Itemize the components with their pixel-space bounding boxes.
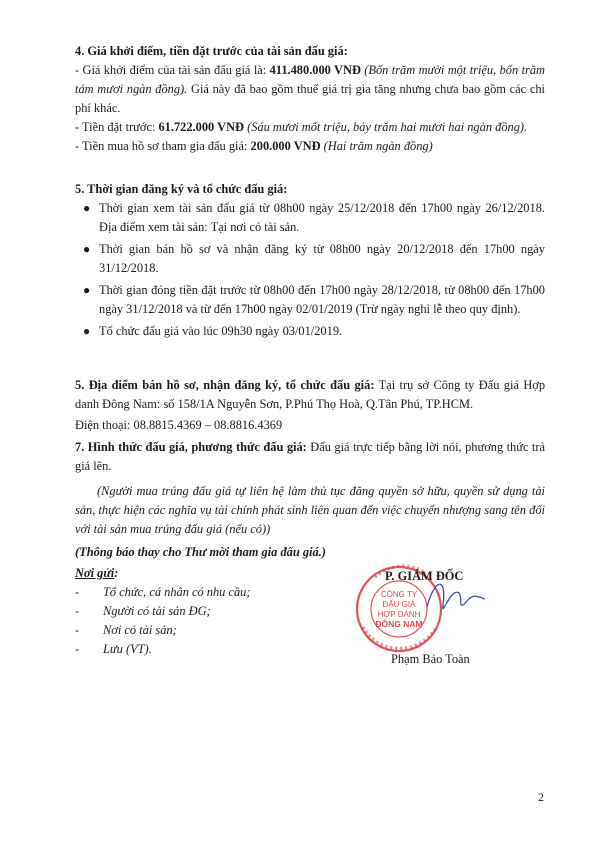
bullet-icon: ● [83,201,91,215]
schedule-item: ● Thời gian bán hồ sơ và nhận đăng ký từ 08h00 ngày 20/12/2018 đến 17h00 ngày 31/12/2018. [83,242,545,275]
recipient-item: - Người có tài sản ĐG; [75,604,211,618]
section-5-heading: 5. Thời gian đăng ký và tổ chức đấu giá: [75,182,288,196]
start-price-note: Giá này đã bao gồm thuế giá trị gia tăng nhưng chưa bao gồm các chi phí khác. [75,82,545,115]
bullet-icon: ● [83,242,91,256]
method-line [75,438,545,476]
page-number: 2 [538,790,544,804]
schedule-item: ● Thời gian xem tài sản đấu giá từ 08h00 ngày 25/12/2018 đến 17h00 ngày 26/12/2018. Địa điểm xem tài sản: Tại nơi có tài sản. [83,201,545,234]
bullet-icon: ● [83,283,91,297]
signature-block [355,557,525,677]
recipients-label: Nơi gửi [75,566,115,580]
stamp-line: ĐÔNG NAM [375,619,423,629]
schedule-item: ● Thời gian đóng tiền đặt trước từ 08h00 đến 17h00 ngày 28/12/2018, từ 08h00 đến 17h00 ngày 31/12/2018 và từ đến 17h00 ngày 02/01/2019 (Trừ ngày nghỉ lễ theo quy định). [83,283,545,316]
deposit-words: (Sáu mươi mốt triệu, bảy trăm hai mươi hai ngàn đồng). [247,120,528,134]
signer-title: P. GIÁM ĐỐC [385,569,464,583]
signer-name: Phạm Bảo Toàn [391,652,470,666]
recipient-item: - Nơi có tài sản; [75,623,177,637]
doc-fee-words: (Hai trăm ngàn đồng) [323,139,433,153]
start-price-words: (Bốn trăm mười một triệu, bốn trăm tám mươi ngàn đồng). [75,63,545,96]
section-7-heading: 7. Hình thức đấu giá, phương thức đấu giá: [75,440,307,454]
buyer-note-text: (Người mua trúng đấu giá tự liên hệ làm thủ tục đăng quyền sở hữu, quyền sử dụng tài sản, thực hiện các nghĩa vụ tài chính phát sinh liên quan đến việc chuyển nhượng sang tên đối với tài sản mua trúng đấu giá (nếu có)) [75,484,545,536]
doc-fee-line: - Tiền mua hồ sơ tham gia đấu giá: 200.000 VNĐ (Hai trăm ngàn đồng) [75,139,433,153]
location-text: Tại trụ sở Công ty Đấu giá Hợp danh Đông Nam: số 158/1A Nguyễn Sơn, P.Phú Thọ Hoà, Q.Tân Phú, TP.HCM. [75,378,546,411]
phone-line: Điện thoại: 08.8815.4369 – 08.8816.4369 [75,418,283,432]
section-schedule [75,180,545,341]
recipient-item: - Lưu (VT). [75,642,152,656]
schedule-list [75,199,545,341]
buyer-note [75,482,545,539]
method-text: Đấu giá trực tiếp bằng lời nói, phương thức trả giá lên. [75,440,546,473]
start-price-value: 411.480.000 VNĐ [269,63,361,77]
section-auction-method [75,438,545,476]
section-4-heading: 4. Giá khởi điểm, tiền đặt trước của tài sản đấu giá: [75,44,348,58]
stamp-line: ĐẤU GIÁ [382,600,416,609]
start-price-line: - Giá khởi điểm của tài sản đấu giá là: 411.480.000 VNĐ (Bốn trăm mười một triệu, bốn trăm tám mươi ngàn đồng). Giá này đã bao gồm thuế giá trị gia tăng nhưng chưa bao gồm các chi phí khác. [75,63,545,115]
section-location-heading: 5. Địa điểm bán hồ sơ, nhận đăng ký, tổ chức đấu giá: [75,378,375,392]
doc-fee-value: 200.000 VNĐ [250,139,321,153]
deposit-value: 61.722.000 VNĐ [158,120,244,134]
stamp-line: HỢP DANH [377,610,421,619]
recipient-item: - Tổ chức, cá nhân có nhu cầu; [75,585,251,599]
schedule-item: ● Tổ chức đấu giá vào lúc 09h30 ngày 03/01/2019. [75,322,545,341]
section-starting-price [75,42,545,156]
stamp-line: CÔNG TY [380,590,418,599]
bullet-icon: ● [83,324,91,338]
location-line [75,376,545,414]
section-location [75,376,545,435]
recipients-list [75,583,335,659]
deposit-line: - Tiền đặt trước: 61.722.000 VNĐ (Sáu mươi mốt triệu, bảy trăm hai mươi hai ngàn đồng). [75,120,528,134]
recipients: Nơi gửi: - Tổ chức, cá nhân có nhu cầu; - Người có tài sản ĐG; - Nơi có tài sản; - Lưu (VT). [75,564,335,659]
notice-text: (Thông báo thay cho Thư mời tham gia đấu giá.) [75,545,326,559]
